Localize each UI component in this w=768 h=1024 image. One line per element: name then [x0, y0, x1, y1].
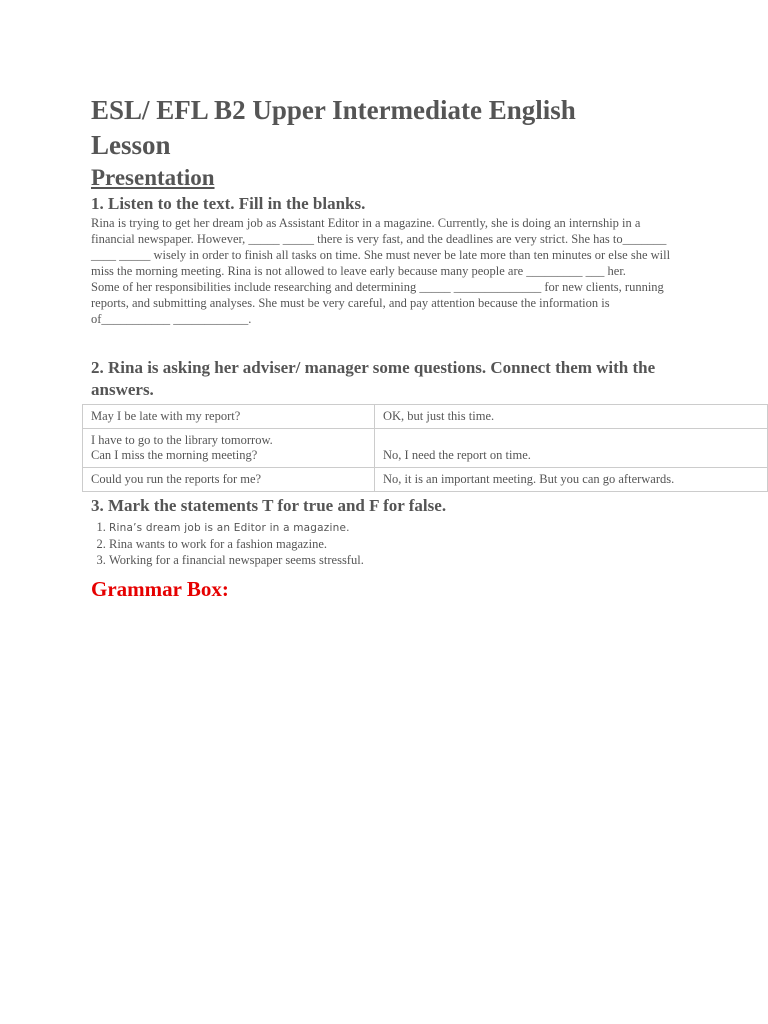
answer-text: OK, but just this time. — [383, 409, 495, 423]
table-row — [83, 405, 768, 429]
answer-cell — [375, 429, 768, 468]
task1-heading: 1. Listen to the text. Fill in the blanks. — [91, 194, 366, 213]
list-item — [109, 536, 768, 552]
section-heading-presentation: Presentation — [91, 165, 215, 190]
question-text: Can I miss the morning meeting? — [91, 448, 258, 462]
grammar-box-heading: Grammar Box: — [91, 577, 229, 601]
list-item — [109, 519, 768, 536]
list-item — [109, 552, 768, 568]
answer-text: No, it is an important meeting. But you can go afterwards. — [383, 472, 675, 486]
statement-text: Rina wants to work for a fashion magazine. — [109, 537, 327, 551]
question-answer-table — [82, 404, 768, 492]
answer-text: No, I need the report on time. — [383, 448, 531, 462]
question-text: I have to go to the library tomorrow. — [91, 433, 273, 447]
answer-cell — [375, 468, 768, 492]
task1-paragraph-1: Rina is trying to get her dream job as Assistant Editor in a magazine. Currently, she is doing an internship in a financial newspaper. However, _____ _____ there is very fast, and the deadlines are very strict. She has to_______ ____ _____ wisely in order to finish all tasks on time. She must never be late more than ten minutes or else she will miss the morning meeting. Rina is not allowed to leave early because many people are _________ ___ her. — [91, 216, 671, 278]
statements-list — [91, 519, 768, 568]
statement-text: Working for a financial newspaper seems stressful. — [109, 553, 364, 567]
task1-paragraph-2: Some of her responsibilities include researching and determining _____ ______________ for new clients, running reports, and submitting analyses. She must be very careful, and pay attention because the information is of___________ ____________. — [91, 280, 664, 326]
question-cell — [83, 405, 375, 429]
question-cell — [83, 429, 375, 468]
question-cell — [83, 468, 375, 492]
answer-cell — [375, 405, 768, 429]
question-text: Could you run the reports for me? — [91, 472, 262, 486]
task2-heading: 2. Rina is asking her adviser/ manager some questions. Connect them with the answers. — [91, 358, 656, 399]
task3-heading: 3. Mark the statements T for true and F for false. — [91, 496, 447, 515]
table-row — [83, 429, 768, 468]
table-row — [83, 468, 768, 492]
worksheet-page — [91, 93, 768, 602]
document-title: ESL/ EFL B2 Upper Intermediate English Lesson — [91, 95, 576, 160]
question-text: May I be late with my report? — [91, 409, 241, 423]
statement-text: Rina’s dream job is an Editor in a magazine. — [109, 522, 350, 534]
